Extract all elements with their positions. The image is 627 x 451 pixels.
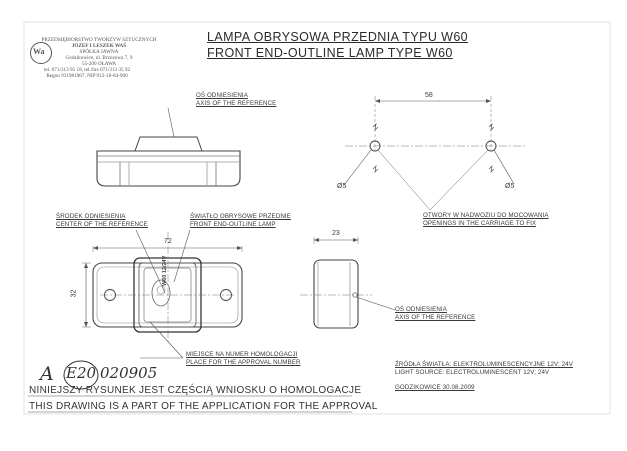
center-reference-label-en: CENTER OF THE REFERENCE: [56, 221, 148, 228]
light-source-en: LIGHT SOURCE: ELECTROLUMINESCENT 12V; 24V: [395, 369, 550, 376]
axis-reference-label-pl: OŚ ODNIESIENIA: [196, 92, 248, 99]
handwritten-letter: A: [40, 363, 54, 385]
title-english: FRONT END-OUTLINE LAMP TYPE W60: [207, 46, 453, 60]
mounting-holes-view: [344, 96, 525, 210]
company-logo: Wa: [30, 42, 52, 64]
title-polish: LAMPA OBRYSOWA PRZEDNIA TYPU W60: [207, 30, 469, 44]
dimension-height: 32: [70, 289, 78, 298]
dimension-hole-right: Ø5: [505, 183, 515, 190]
end-view-lamp: [300, 237, 395, 328]
dimension-depth: 23: [332, 230, 340, 237]
axis-reference-label-en: AXIS OF THE REFERENCE: [196, 100, 277, 107]
center-reference-label-pl: ŚRODEK ODNIESIENIA: [56, 213, 126, 220]
footer-polish: NINIEJSZY RYSUNEK JEST CZĘŚCIĄ WNIOSKU O HOMOLOGACJE: [29, 385, 362, 396]
light-source-pl: ŹRÓDŁA ŚWIATŁA: ELEKTROLUMINESCENCYJNE 12V; 24V: [395, 361, 573, 368]
dimension-hole-spacing: 58: [425, 92, 433, 99]
dimension-width: 72: [164, 238, 172, 245]
date-place: GODZIKOWICE 30.08.2009: [395, 384, 475, 391]
side-view-lamp: [97, 108, 240, 186]
lens-marking: W60 12/24V: [162, 255, 168, 286]
front-view-lamp: [82, 230, 242, 358]
handwritten-mark: E20: [66, 364, 97, 382]
company-stamp: [22, 36, 157, 94]
axis-reference-right-en: AXIS OF THE REFERENCE: [395, 314, 476, 321]
approval-number-label-en: PLACE FOR THE APPROVAL NUMBER: [186, 359, 301, 366]
footer-english: THIS DRAWING IS A PART OF THE APPLICATION FOR THE APPROVAL: [29, 401, 378, 412]
dimension-hole-left: Ø5: [337, 183, 347, 190]
company-info: PRZEDSIĘBIORSTWO TWORZYW SZTUCZNYCH JÓZEF I LESZEK WAŚ SPÓŁKA JAWNA Godzikowice, ul. Brzozowa 7, 9 55-200 OŁAWA tel. 071/313 95 18, tel./fax 071/313 35 92 Regon 931981967, NIP 912-18-84-900: [41, 37, 157, 79]
axis-reference-right-pl: OŚ ODNIESIENIA: [395, 306, 447, 313]
approval-number-label-pl: MIEJSCE NA NUMER HOMOLOGACJI: [186, 351, 298, 358]
outline-lamp-label-en: FRONT END-OUTLINE LAMP: [190, 221, 276, 228]
handwritten-number: 020905: [100, 364, 158, 382]
openings-label-pl: OTWORY W NADWOZIU DO MOCOWANIA: [423, 212, 549, 219]
outline-lamp-label-pl: ŚWIATŁO OBRYSOWE PRZEDNIE: [190, 213, 291, 220]
openings-label-en: OPENINGS IN THE CARRIAGE TO FIX: [423, 220, 537, 227]
